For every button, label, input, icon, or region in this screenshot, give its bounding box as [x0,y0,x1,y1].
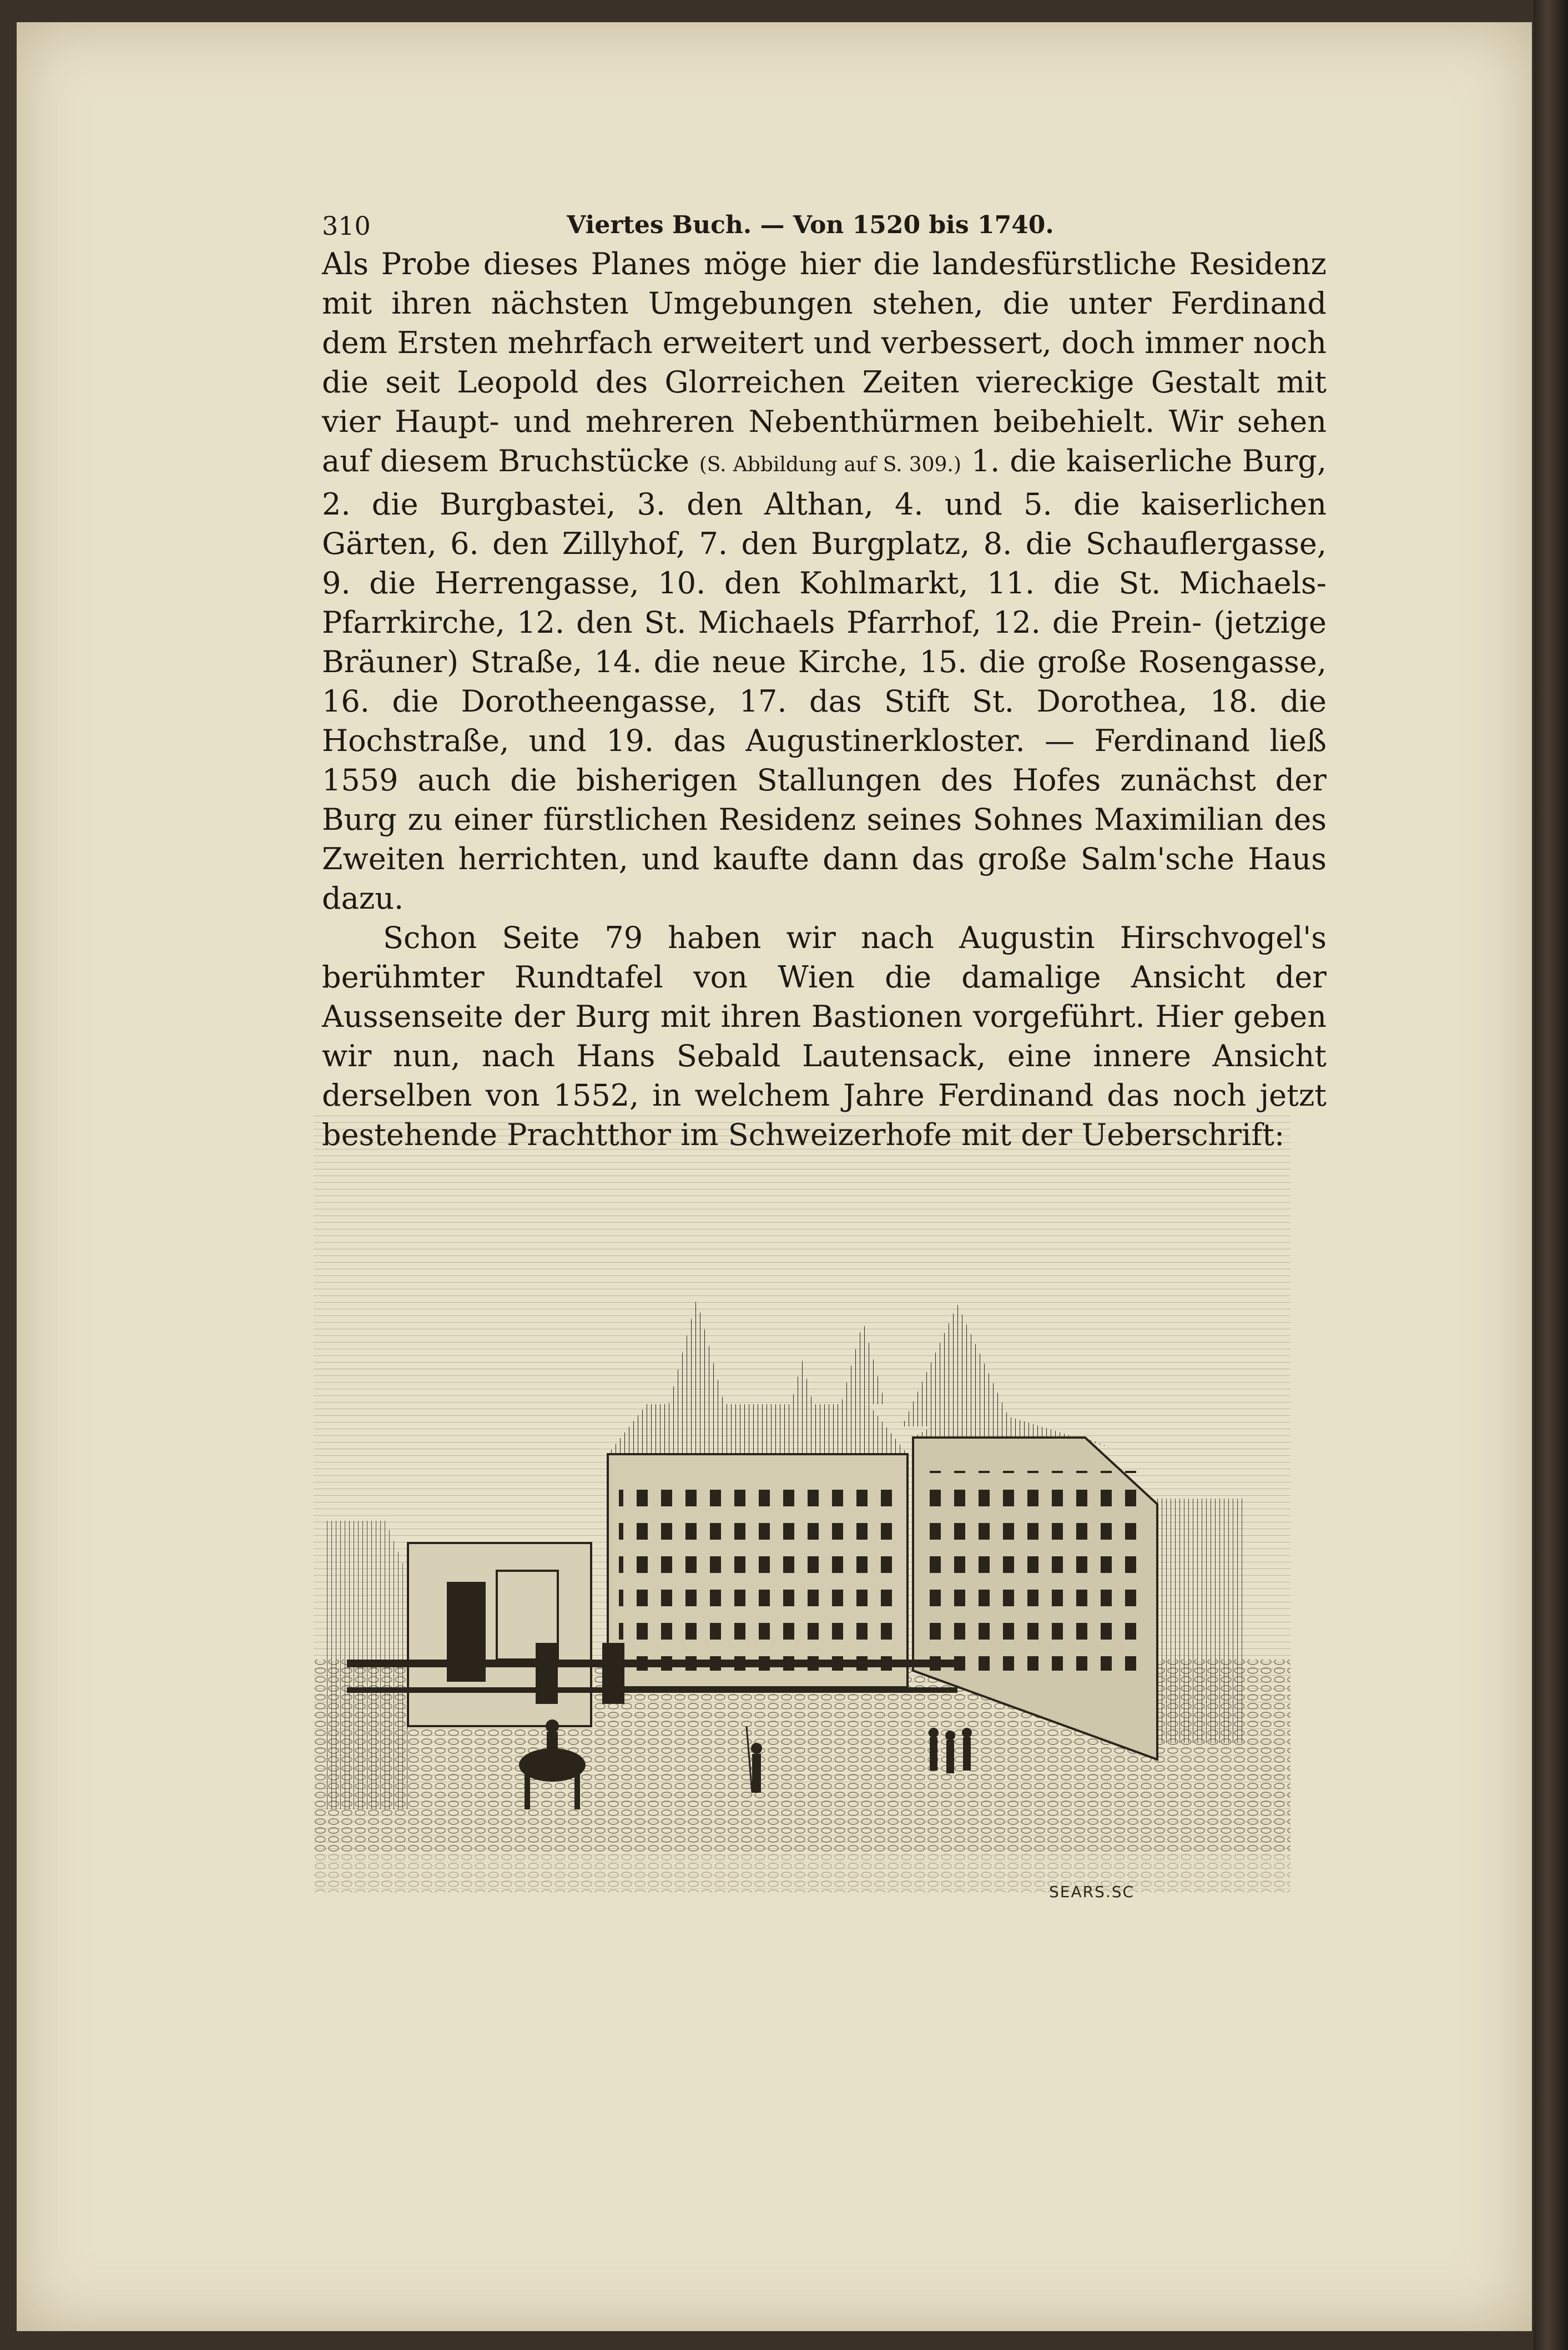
gate-pillar-left [536,1643,558,1704]
right-wing-windows [930,1471,1141,1671]
castle-courtyard-engraving [314,1116,1290,1893]
book-spine [1534,0,1568,2350]
page-number: 310 [322,211,371,241]
main-palace-windows [619,1482,896,1671]
fence-rail-lower [347,1687,957,1693]
body-text [322,244,1327,1154]
page-header [300,200,1321,250]
corner-tower [1157,1499,1246,1743]
gate-pillar-right [602,1643,624,1704]
fence-rail [347,1660,957,1667]
group-of-figures [929,1728,972,1773]
figure-reference: (S. Abbildung auf S. 309.) [699,453,961,476]
main-palace-roof [608,1404,907,1454]
running-head: Viertes Buch. — Von 1520 bis 1740. [567,211,1054,239]
paragraph-1-after-ref: 1. die kaiserliche Burg, 2. die Burgbastei, 3. den Althan, 4. und 5. die kaiserlichen Gärten, 6. den Zillyhof, 7. den Burgplatz, 8. die Schauflergasse, 9. die Herrengasse, 10. den Kohlmarkt, 11. die St. Michaels-Pfarrkirche, 12. den St. Michaels Pfarrhof, 12. die Prein- (jetzige Bräuner) Straße, 14. die neue Kirche, 15. die große Rosengasse, 16. die Dorotheengasse, 17. das Stift St. Dorothea, 18. die Hochstraße, und 19. das Augustinerkloster. — Ferdinand ließ 1559 auch die bisherigen Stallungen des Hofes zunächst der Burg zu einer fürstlichen Residenz seines Sohnes Maximilian des Zweiten herrichten, und kaufte dann das große Salm'sche Haus dazu. [322,443,1327,916]
paragraph-2: Schon Seite 79 haben wir nach Augustin Hirschvogel's berühmter Rundtafel von Wien die damalige Ansicht der Aussenseite der Burg mit ihren Bastionen vorgeführt. Hier geben wir nun, nach Hans Sebald Lautensack, eine innere Ansicht derselben von 1552, in welchem Jahre Ferdinand das noch jetzt bestehende Prachtthor im Schweizerhofe mit der Ueberschrift: [322,920,1327,1152]
engraver-signature: SEARS.SC [1049,1883,1135,1901]
engraving-illustration [314,1116,1290,1893]
paragraph-1-before-ref: Als Probe dieses Planes möge hier die landesfürstliche Residenz mit ihren nächsten Umgebungen stehen, die unter Ferdinand dem Ersten mehrfach erweitert und verbessert, doch immer noch die seit Leopold des Glorreichen Zeiten viereckige Gestalt mit vier Haupt- und mehreren Nebenthürmen beibehielt. Wir sehen auf diesem Bruchstücke [322,246,1327,478]
paragraph-1 [322,244,1327,918]
